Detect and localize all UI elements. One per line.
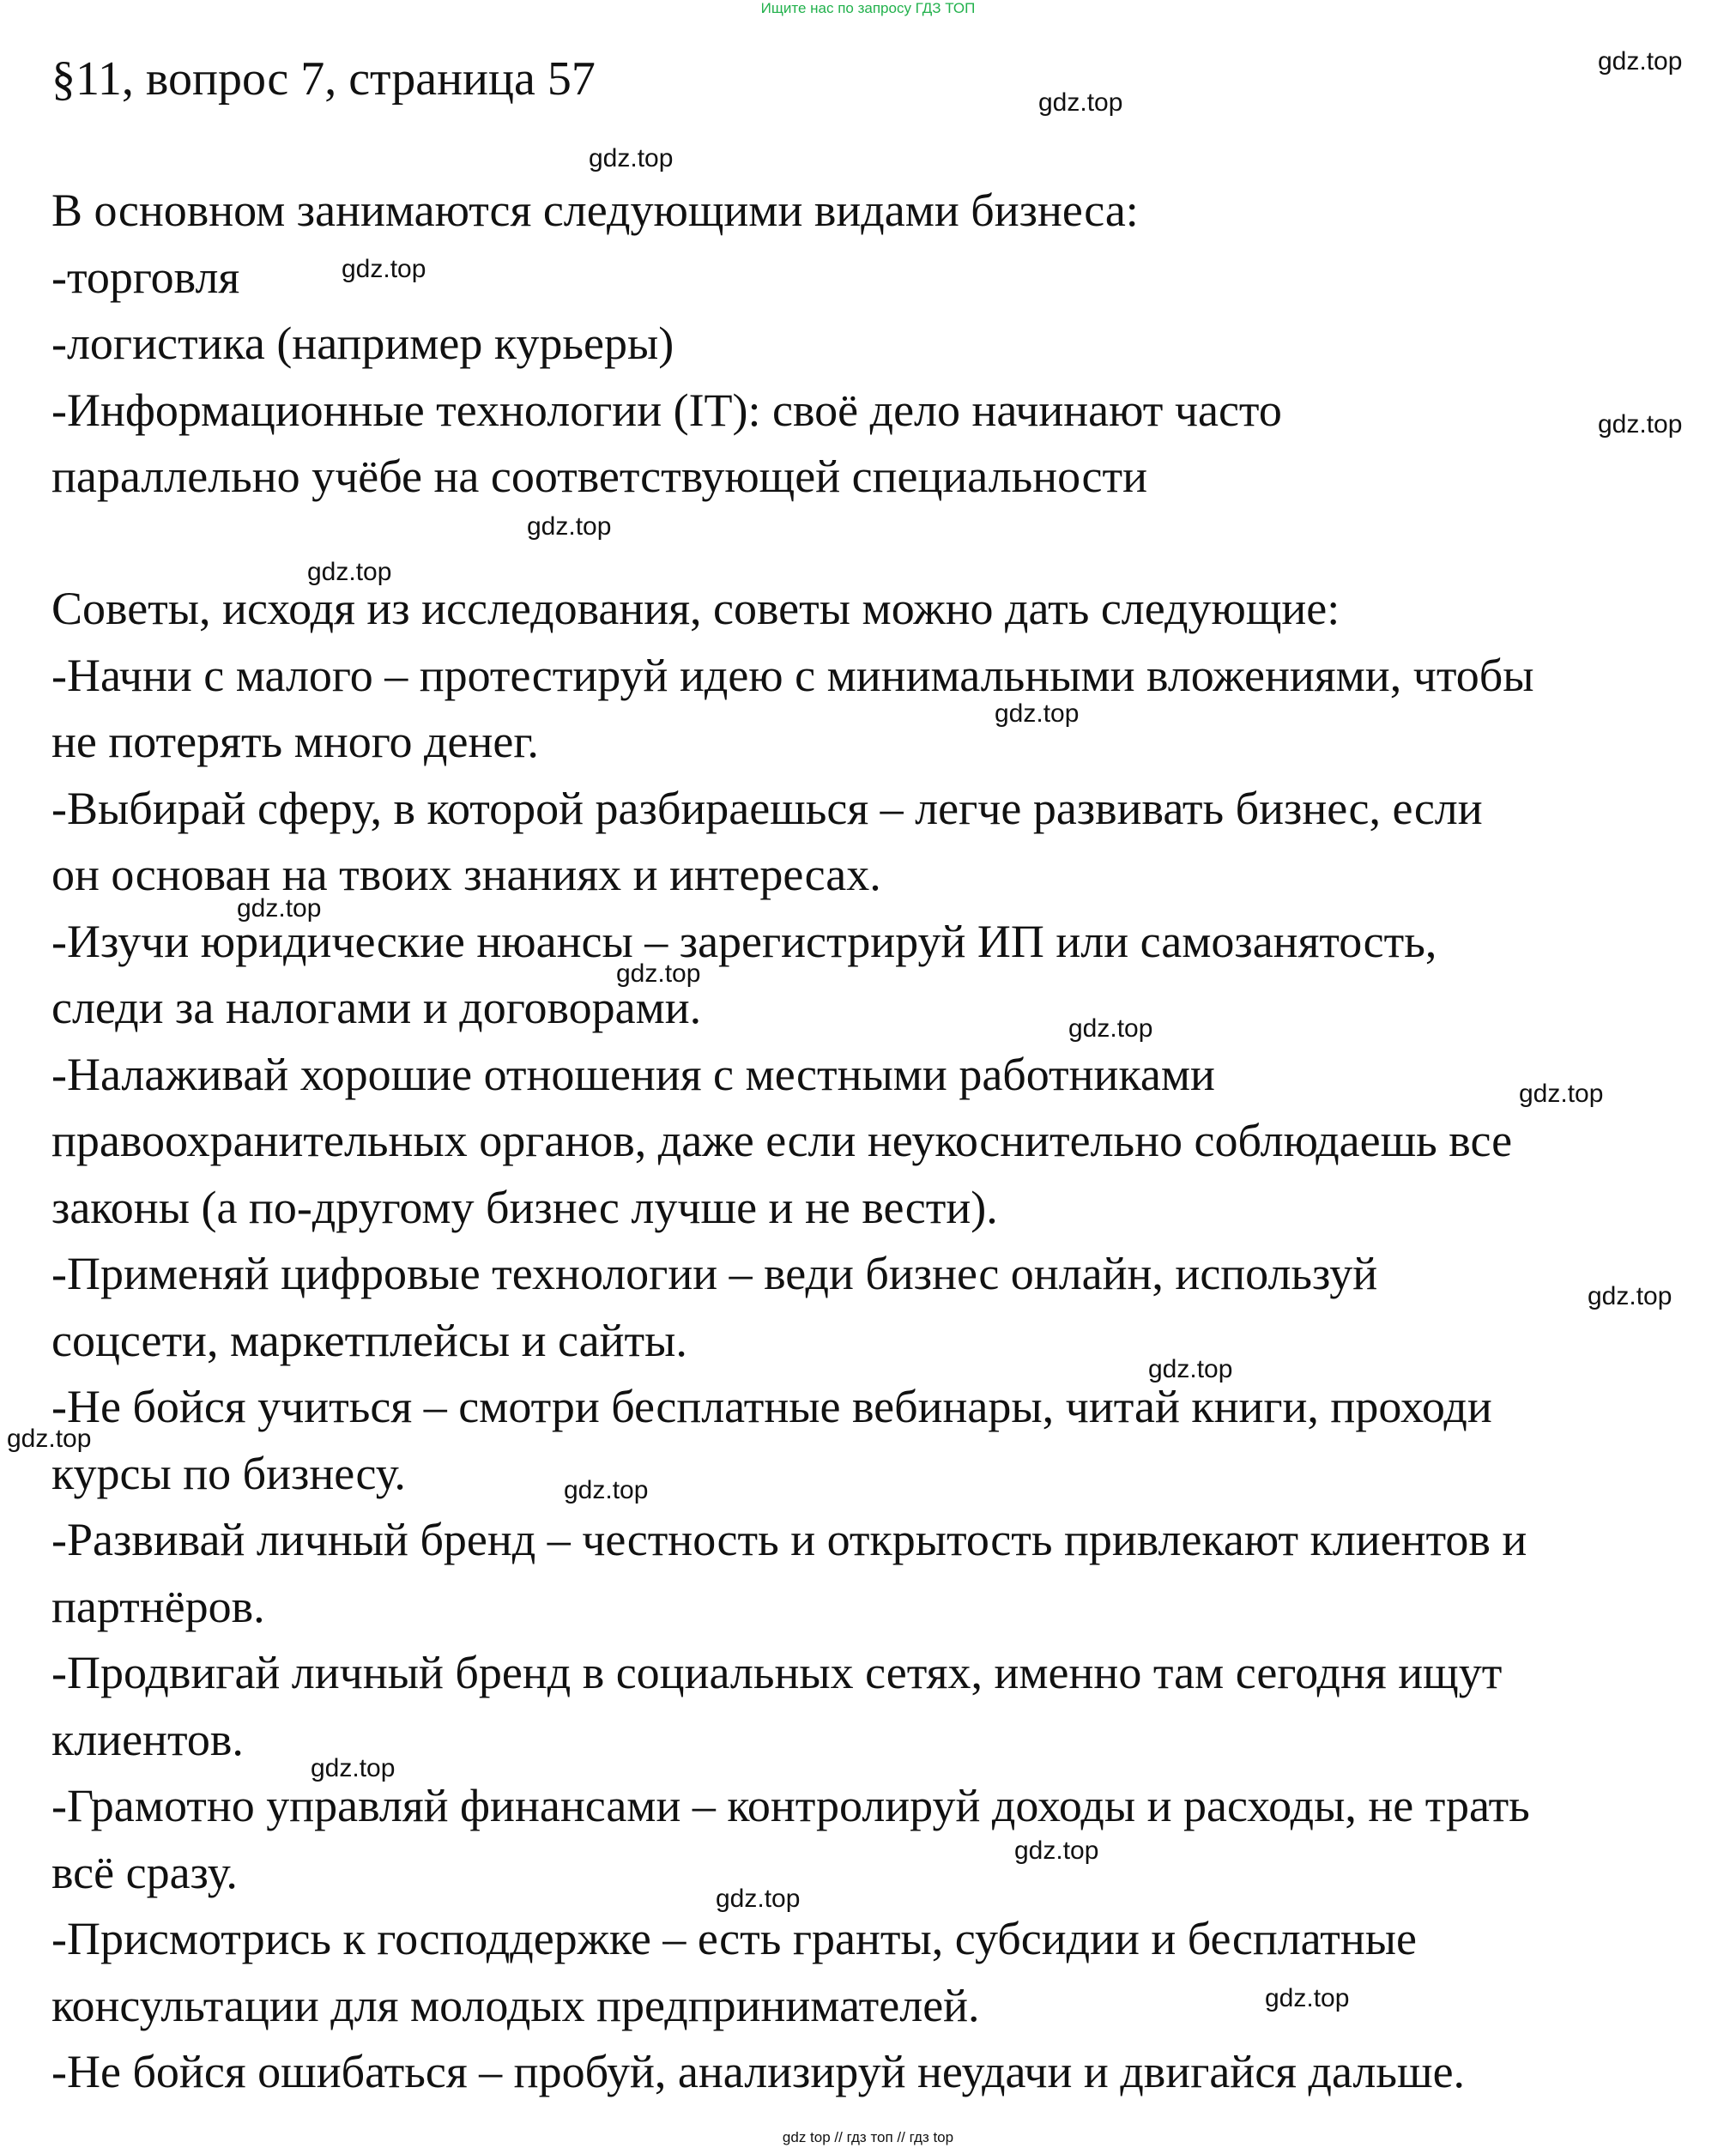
advice-line: -Изучи юридические нюансы – зарегистрируй ИП или самозанятость,: [51, 915, 1437, 967]
advice-line: правоохранительных органов, даже если неукоснительно соблюдаешь все: [51, 1115, 1513, 1166]
intro-line: В основном занимаются следующими видами бизнеса:: [51, 185, 1139, 236]
advice-line: -Не бойся ошибаться – пробуй, анализируй неудачи и двигайся дальше.: [51, 2046, 1466, 2097]
watermark: gdz.top: [7, 1425, 92, 1453]
advice-line: -Налаживай хорошие отношения с местными работниками: [51, 1048, 1215, 1100]
intro-line: -логистика (например курьеры): [51, 318, 674, 369]
intro-section: [51, 178, 1682, 511]
advice-line: -Не бойся учиться – смотри бесплатные вебинары, читай книги, проходи: [51, 1381, 1492, 1432]
intro-line: -Информационные технологии (IT): своё дело начинают часто: [51, 384, 1282, 436]
watermark: gdz.top: [1265, 1984, 1350, 2012]
watermark: gdz.top: [307, 558, 392, 586]
watermark: gdz.top: [1588, 1282, 1672, 1310]
advice-section: [51, 576, 1682, 2106]
watermark: gdz.top: [589, 144, 674, 172]
watermark: gdz.top: [311, 1754, 396, 1782]
advice-line: партнёров.: [51, 1580, 265, 1632]
footer: gdz top // гдз топ // гдз top: [782, 2129, 954, 2145]
watermark: gdz.top: [1598, 410, 1683, 439]
advice-line: всё сразу.: [51, 1846, 238, 1898]
watermark: gdz.top: [1068, 1014, 1153, 1043]
watermark: gdz.top: [1014, 1836, 1099, 1865]
advice-line: законы (а по-другому бизнес лучше и не вести).: [51, 1181, 998, 1233]
watermark: gdz.top: [1038, 88, 1123, 117]
watermark: gdz.top: [1519, 1080, 1604, 1108]
advice-line: -Развивай личный бренд – честность и открытость привлекают клиентов и: [51, 1514, 1527, 1565]
top-banner: Ищите нас по запросу ГДЗ ТОП: [760, 0, 976, 16]
advice-line: соцсети, маркетплейсы и сайты.: [51, 1314, 687, 1366]
intro-line: параллельно учёбе на соответствующей специальности: [51, 451, 1147, 502]
advice-line: он основан на твоих знаниях и интересах.: [51, 849, 881, 900]
advice-heading: Советы, исходя из исследования, советы можно дать следующие:: [51, 583, 1340, 634]
watermark: gdz.top: [564, 1476, 649, 1504]
watermark: gdz.top: [1598, 47, 1683, 76]
advice-line: -Продвигай личный бренд в социальных сетях, именно там сегодня ищут: [51, 1647, 1503, 1698]
watermark: gdz.top: [342, 255, 426, 283]
advice-line: -Выбирай сферу, в которой разбираешься – легче развивать бизнес, если: [51, 782, 1483, 834]
intro-line: -торговля: [51, 251, 240, 303]
watermark: gdz.top: [527, 512, 612, 541]
advice-line: -Применяй цифровые технологии – веди бизнес онлайн, используй: [51, 1248, 1378, 1299]
watermark: gdz.top: [237, 894, 322, 923]
watermark: gdz.top: [716, 1885, 801, 1913]
advice-line: -Присмотрись к господдержке – есть гранты, субсидии и бесплатные: [51, 1913, 1417, 1964]
page-title: §11, вопрос 7, страница 57: [51, 52, 596, 106]
advice-line: курсы по бизнесу.: [51, 1447, 406, 1499]
advice-line: -Начни с малого – протестируй идею с минимальными вложениями, чтобы: [51, 649, 1534, 701]
watermark: gdz.top: [1148, 1355, 1233, 1383]
advice-line: клиентов.: [51, 1713, 244, 1765]
advice-line: -Грамотно управляй финансами – контролируй доходы и расходы, не трать: [51, 1780, 1530, 1831]
advice-line: следи за налогами и договорами.: [51, 982, 702, 1033]
watermark: gdz.top: [995, 699, 1080, 728]
watermark: gdz.top: [616, 959, 701, 988]
advice-line: консультации для молодых предпринимателей.: [51, 1979, 980, 2031]
advice-line: не потерять много денег.: [51, 716, 539, 767]
